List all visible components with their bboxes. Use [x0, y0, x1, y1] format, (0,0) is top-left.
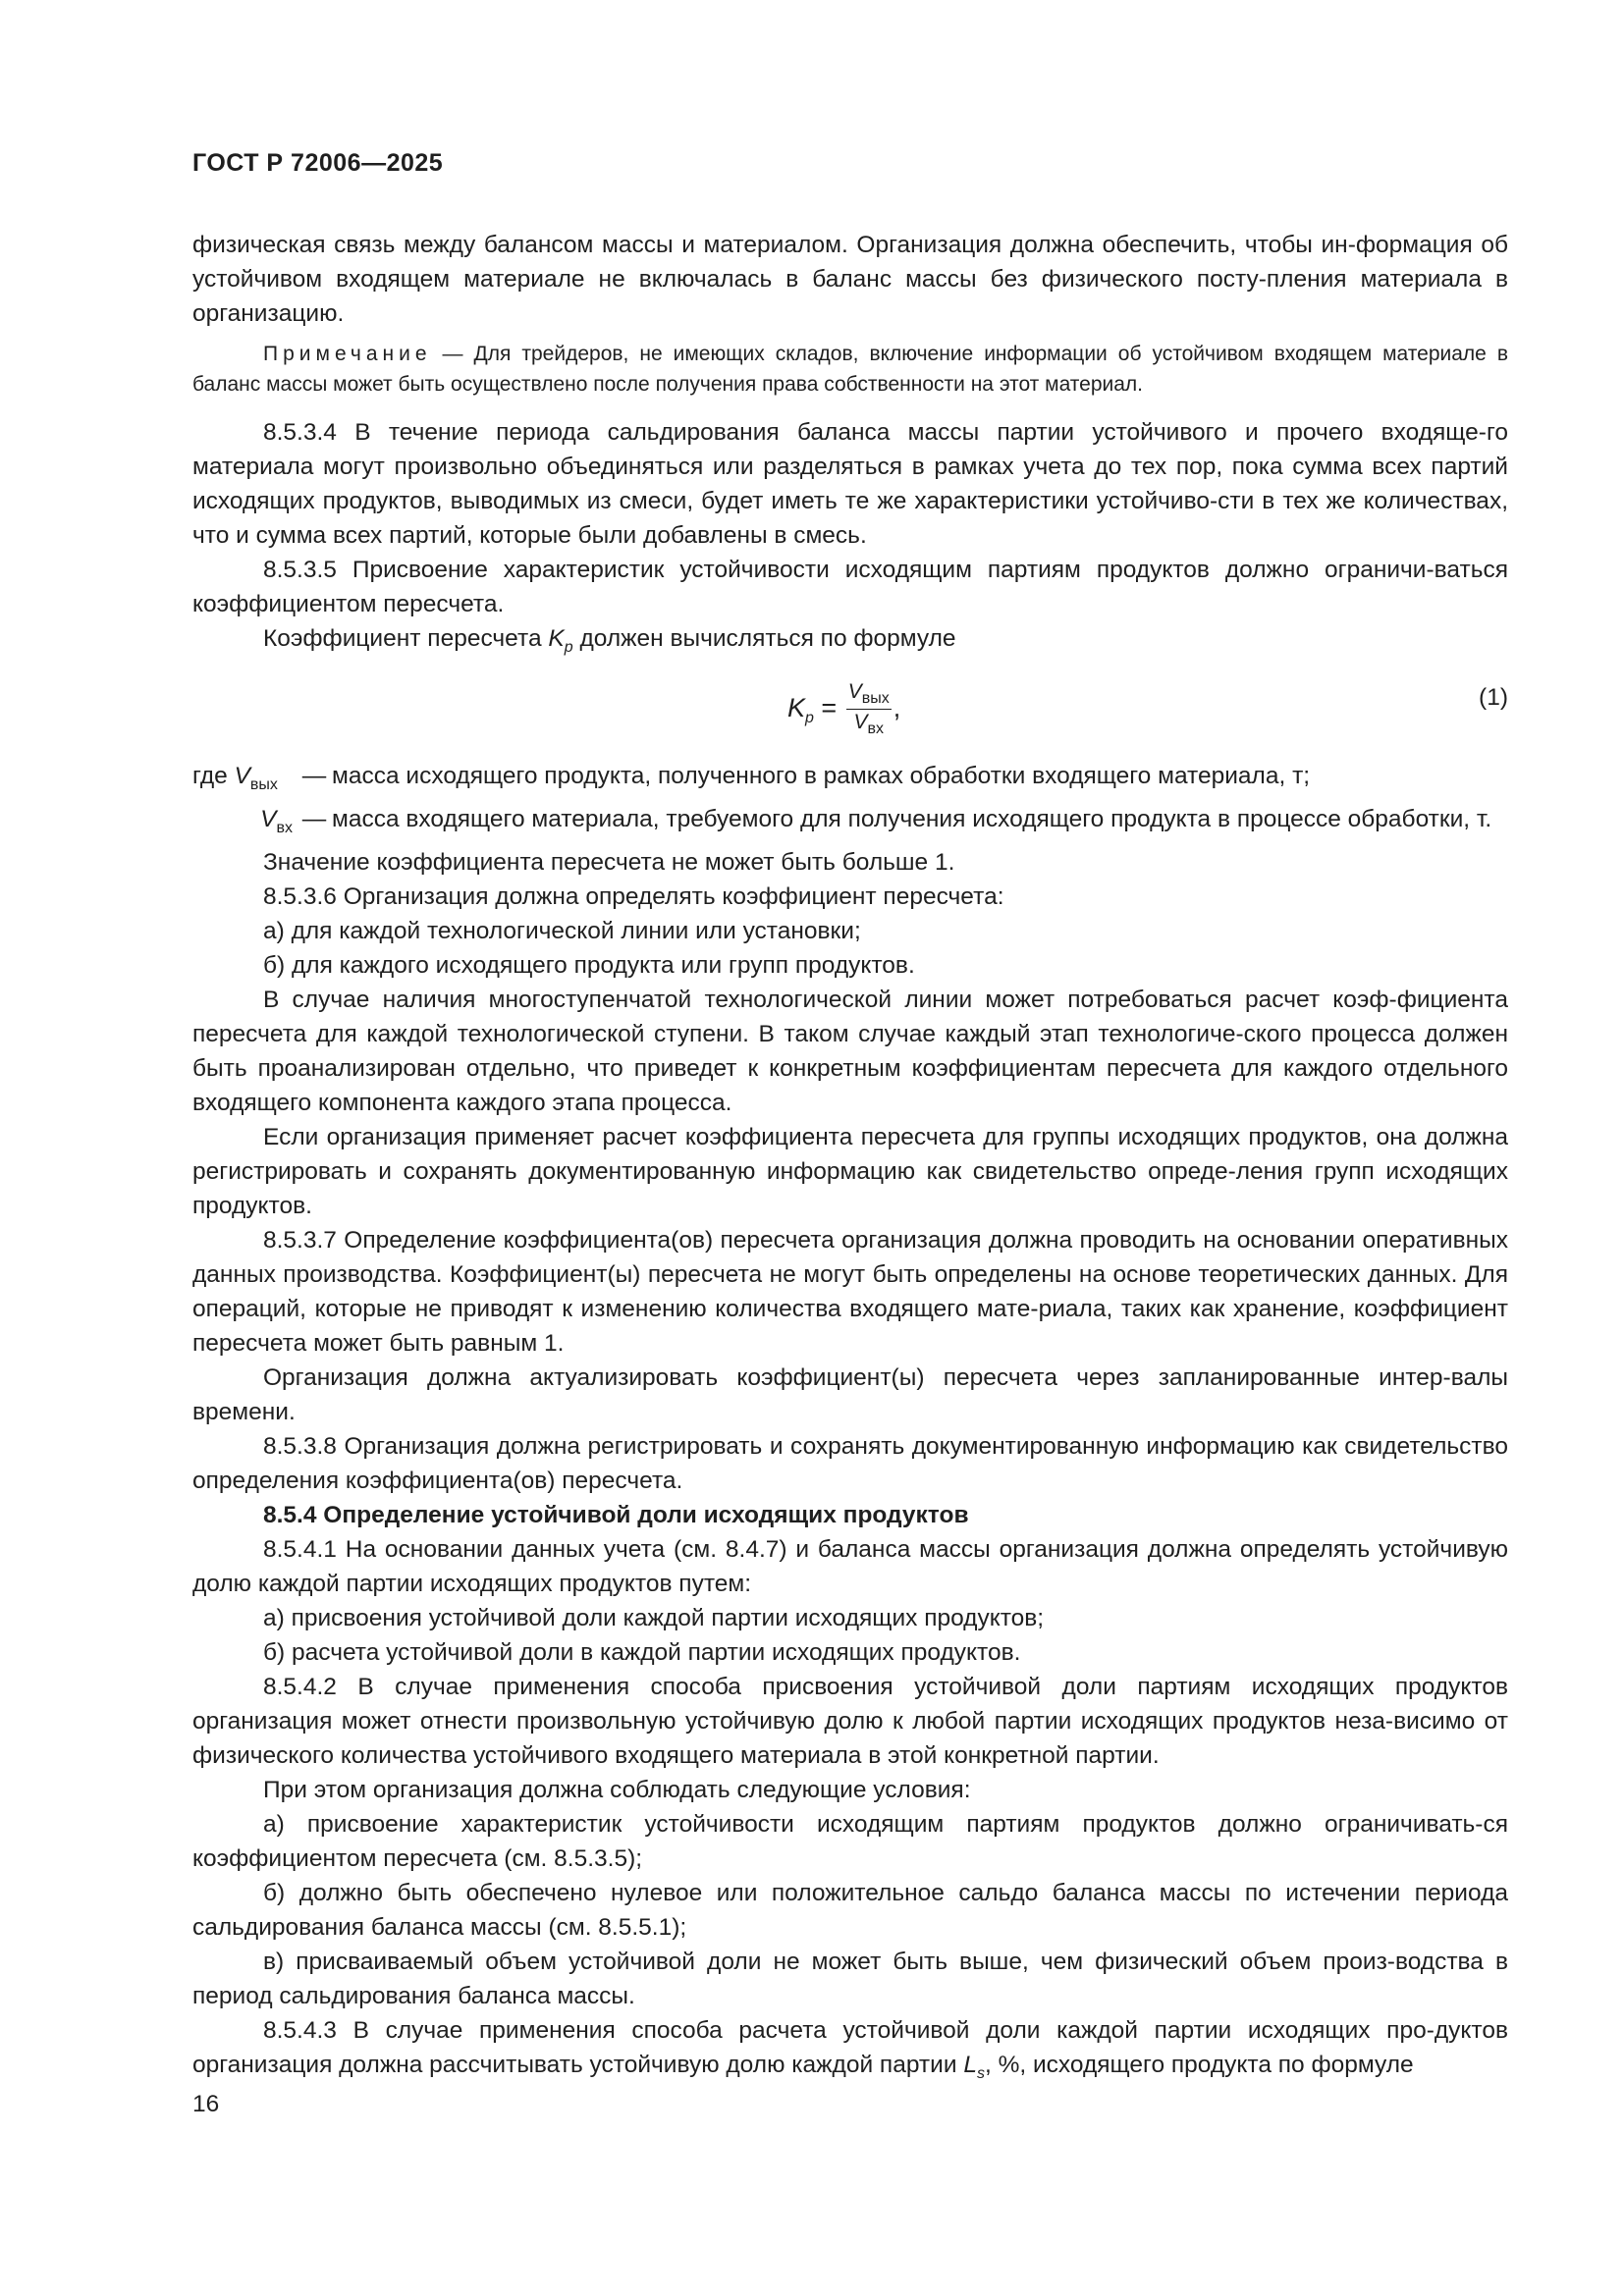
note-text: — Для трейдеров, не имеющих складов, включение информации об устойчивом входящем материале в баланс массы может быть осуществлено после получения права собственности на этот материал. [192, 343, 1508, 396]
where-word: где [192, 762, 228, 789]
formula-comma: , [893, 692, 901, 722]
clause-8543-text: 8.5.4.3 В случае применения способа расчета устойчивой доли каждой партии исходящих про-дуктов организация должна рассчитывать устойчивую долю каждой партии [192, 2016, 1508, 2078]
formula-den-sub: вх [867, 721, 884, 738]
kp-symbol: K [548, 625, 565, 652]
where-symbol-2: V [260, 805, 277, 832]
where-dash-2: — [301, 805, 327, 832]
section-heading-854: 8.5.4 Определение устойчивой доли исходящих продуктов [263, 1501, 969, 1528]
paragraph: Организация должна актуализировать коэффициент(ы) пересчета через запланированные интер-валы времени. [192, 1363, 1508, 1425]
list-item: б) расчета устойчивой доли в каждой партии исходящих продуктов. [263, 1638, 1021, 1666]
where-sub-2: вх [276, 819, 293, 836]
where-block [192, 759, 1508, 845]
page-number: 16 [192, 2091, 220, 2117]
formula-expression [787, 680, 900, 738]
where-dash-1: — [301, 762, 327, 789]
formula-numerator [846, 680, 892, 710]
list-item: а) присвоения устойчивой доли каждой партии исходящих продуктов; [263, 1604, 1045, 1631]
formula-lhs-sub: p [805, 710, 814, 727]
formula-den-symbol: V [853, 711, 868, 734]
list-item: в) присваиваемый объем устойчивой доли не может быть выше, чем физический объем произ-водства в период сальдирования баланса массы. [192, 1948, 1508, 2009]
paragraph: Если организация применяет расчет коэффициента пересчета для группы исходящих продуктов, она должна регистрировать и сохранять документированную информацию как свидетельство опреде-ления групп исходящих продуктов. [192, 1123, 1508, 1219]
kp-intro [192, 621, 1508, 665]
where-row-1-symbol [192, 759, 297, 802]
intro-paragraph: физическая связь между балансом массы и материалом. Организация должна обеспечить, чтобы ин-формация об устойчивом входящем материале не включалась в баланс массы без физического посту-пления материала в организацию. [192, 232, 1508, 327]
note-paragraph [192, 339, 1508, 400]
list-item: б) должно быть обеспечено нулевое или положительное сальдо баланса массы по истечении периода сальдирования баланса массы (см. 8.5.5.1); [192, 1879, 1508, 1941]
clause-8541: 8.5.4.1 На основании данных учета (см. 8.4.7) и баланса массы организация должна определять устойчивую долю каждой партии исходящих продуктов путем: [192, 1535, 1508, 1597]
formula-number: (1) [1479, 683, 1508, 711]
ls-symbol: L [963, 2051, 977, 2078]
list-item: а) присвоение характеристик устойчивости исходящим партиям продуктов должно ограничивать-ся коэффициентом пересчета (см. 8.5.3.5); [192, 1810, 1508, 1872]
list-item: б) для каждого исходящего продукта или групп продуктов. [263, 951, 915, 979]
clause-8543 [192, 2013, 1508, 2091]
paragraph: В случае наличия многоступенчатой технологической линии может потребоваться расчет коэф-фициента пересчета для каждой технологической ступени. В таком случае каждый этап технологиче-ского процесса должен быть проанализирован отдельно, что приведет к конкретным коэффициентам пересчета для каждого отдельного входящего компонента каждого этапа процесса. [192, 986, 1508, 1116]
where-symbol-1: V [234, 762, 250, 789]
clause-8543-tail: , %, исходящего продукта по формуле [984, 2051, 1414, 2078]
formula-equals: = [813, 692, 844, 722]
list-item: а) для каждой технологической линии или установки; [263, 917, 861, 944]
formula-1 [192, 665, 1508, 759]
formula-num-sub: вых [861, 690, 890, 708]
document-header: ГОСТ Р 72006—2025 [192, 149, 444, 177]
clause-8535: 8.5.3.5 Присвоение характеристик устойчивости исходящим партиям продуктов должно ограничи-ваться коэффициентом пересчета. [192, 557, 1508, 617]
page-body [192, 228, 1508, 2091]
formula-denominator [846, 710, 892, 738]
clause-8538: 8.5.3.8 Организация должна регистрировать и сохранять документированную информацию как свидетельство определения коэффициента(ов) пересчета. [192, 1432, 1508, 1494]
where-sub-1: вых [249, 775, 278, 793]
kp-intro-tail: должен вычисляться по формуле [572, 625, 956, 652]
paragraph: Значение коэффициента пересчета не может быть больше 1. [263, 848, 955, 876]
clause-8542: 8.5.4.2 В случае применения способа присвоения устойчивой доли партиям исходящих продуктов организация может отнести произвольную устойчивую долю к любой партии исходящих продуктов неза-висимо от физического количества устойчивого входящего материала в этой конкретной партии. [192, 1673, 1508, 1769]
kp-intro-text: Коэффициент пересчета [263, 625, 549, 652]
paragraph: При этом организация должна соблюдать следующие условия: [263, 1776, 971, 1803]
where-desc-2: масса входящего материала, требуемого для получения исходящего продукта в процессе обработки, т. [332, 805, 1492, 832]
clause-8534: 8.5.3.4 В течение периода сальдирования баланса массы партии устойчивого и прочего входяще-го материала могут произвольно объединяться или разделяться в рамках учета до тех пор, пока сумма всех партий исходящих продуктов, выводимых из смеси, будет иметь те же характеристики устойчиво-сти в тех же количествах, что и сумма всех партий, которые были добавлены в смесь. [192, 419, 1508, 549]
ls-subscript: s [976, 2064, 985, 2082]
formula-num-symbol: V [847, 679, 862, 703]
formula-lhs: K [787, 692, 806, 722]
formula-fraction [846, 680, 892, 738]
clause-8536: 8.5.3.6 Организация должна определять коэффициент пересчета: [263, 882, 1004, 910]
where-row-2-symbol [192, 802, 297, 845]
kp-subscript: p [564, 638, 573, 656]
note-label: Примечание [263, 343, 432, 365]
clause-8537: 8.5.3.7 Определение коэффициента(ов) пересчета организация должна проводить на основании оперативных данных производства. Коэффициент(ы) пересчета не могут быть определены на основе теоретических данных. Для операций, которые не приводят к изменению количества входящего мате-риала, таких как хранение, коэффициент пересчета может быть равным 1. [192, 1226, 1508, 1357]
where-desc-1: масса исходящего продукта, полученного в рамках обработки входящего материала, т; [332, 762, 1311, 789]
